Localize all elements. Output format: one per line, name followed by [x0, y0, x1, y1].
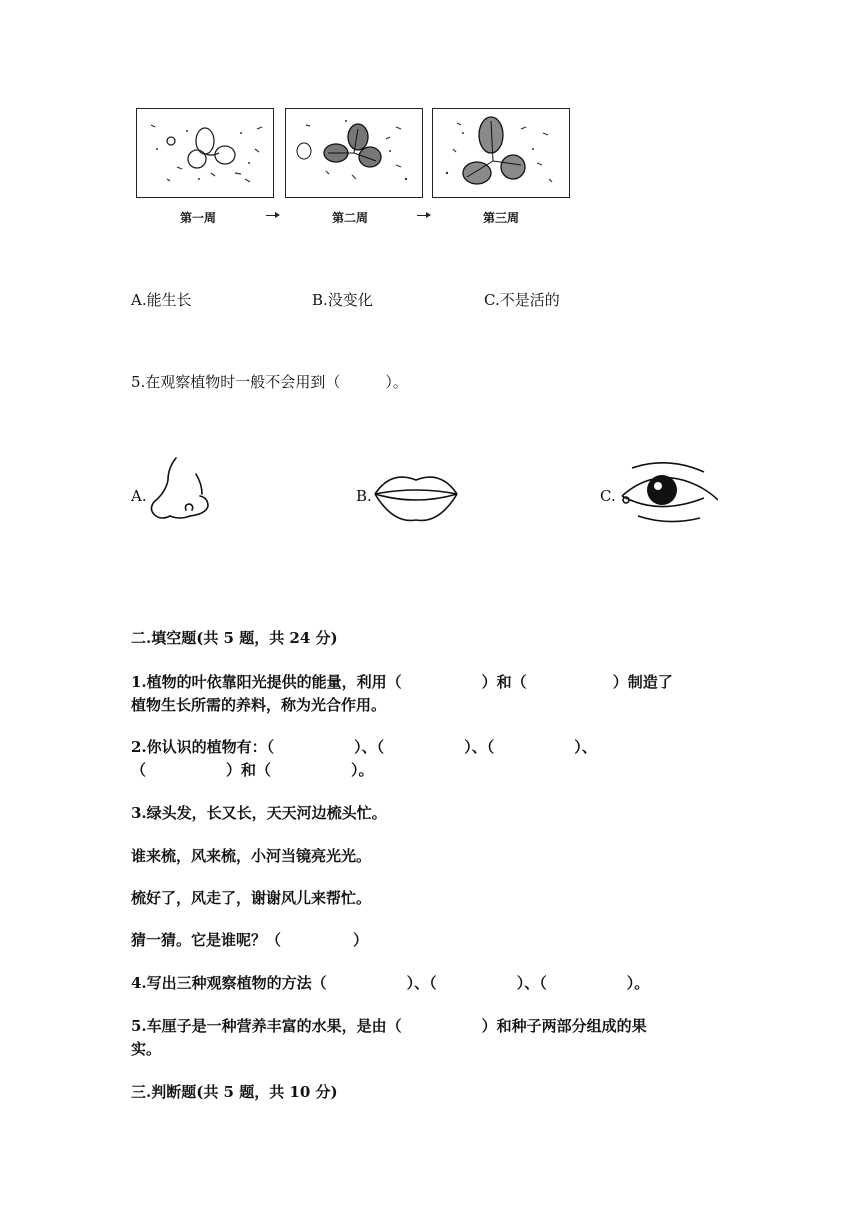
week2-label: 第二周 — [332, 211, 369, 225]
fill-q5-line1: 5.车厘子是一种营养丰富的水果，是由（ ）和种子两部分组成的果 — [131, 1017, 647, 1035]
fill-q3-line1: 3.绿头发，长又长，天天河边梳头忙。 — [131, 804, 387, 822]
eye-icon — [618, 460, 718, 530]
fill-q2-line2: （ ）和（ ）。 — [131, 761, 374, 779]
week2-panel — [285, 108, 423, 198]
fill-q1-line1: 1.植物的叶依靠阳光提供的能量，利用（ ）和（ ）制造了 — [131, 673, 673, 691]
fill-q5-line2: 实。 — [131, 1040, 162, 1058]
week3-label: 第三周 — [483, 211, 520, 225]
section3-heading: 三.判断题(共 5 题，共 10 分) — [131, 1083, 338, 1101]
q4-option-c[interactable]: C.不是活的 — [484, 291, 560, 309]
week2-seedling-drawing — [286, 109, 424, 199]
fill-q2-line1: 2.你认识的植物有：（ ）、（ ）、（ ）、 — [131, 738, 597, 756]
q5-question-text: 5.在观察植物时一般不会用到（ ）。 — [131, 373, 408, 391]
arrow-icon — [266, 215, 276, 216]
fill-q4: 4.写出三种观察植物的方法（ ）、（ ）、（ ）。 — [131, 974, 650, 992]
arrow-icon — [417, 215, 427, 216]
section2-heading: 二.填空题(共 5 题，共 24 分) — [131, 629, 338, 647]
q5-option-b-label[interactable]: B. — [356, 487, 372, 505]
lips-icon — [371, 466, 461, 526]
q5-option-a-label[interactable]: A. — [131, 487, 147, 505]
week3-panel — [432, 108, 570, 198]
nose-icon — [146, 454, 216, 524]
fill-q3-line3: 梳好了，风走了，谢谢风儿来帮忙。 — [131, 889, 372, 907]
fill-q3-line4: 猜一猜。它是谁呢？（ ） — [131, 931, 369, 949]
fill-q3-line2: 谁来梳，风来梳，小河当镜亮光光。 — [131, 847, 372, 865]
week1-panel — [136, 108, 274, 198]
q4-option-b[interactable]: B.没变化 — [312, 291, 373, 309]
week3-seedling-drawing — [433, 109, 571, 199]
week1-label: 第一周 — [180, 211, 217, 225]
week1-seedling-drawing — [137, 109, 275, 199]
q4-option-a[interactable]: A.能生长 — [131, 291, 192, 309]
fill-q1-line2: 植物生长所需的养料，称为光合作用。 — [131, 696, 387, 714]
q5-option-c-label[interactable]: C. — [600, 487, 616, 505]
